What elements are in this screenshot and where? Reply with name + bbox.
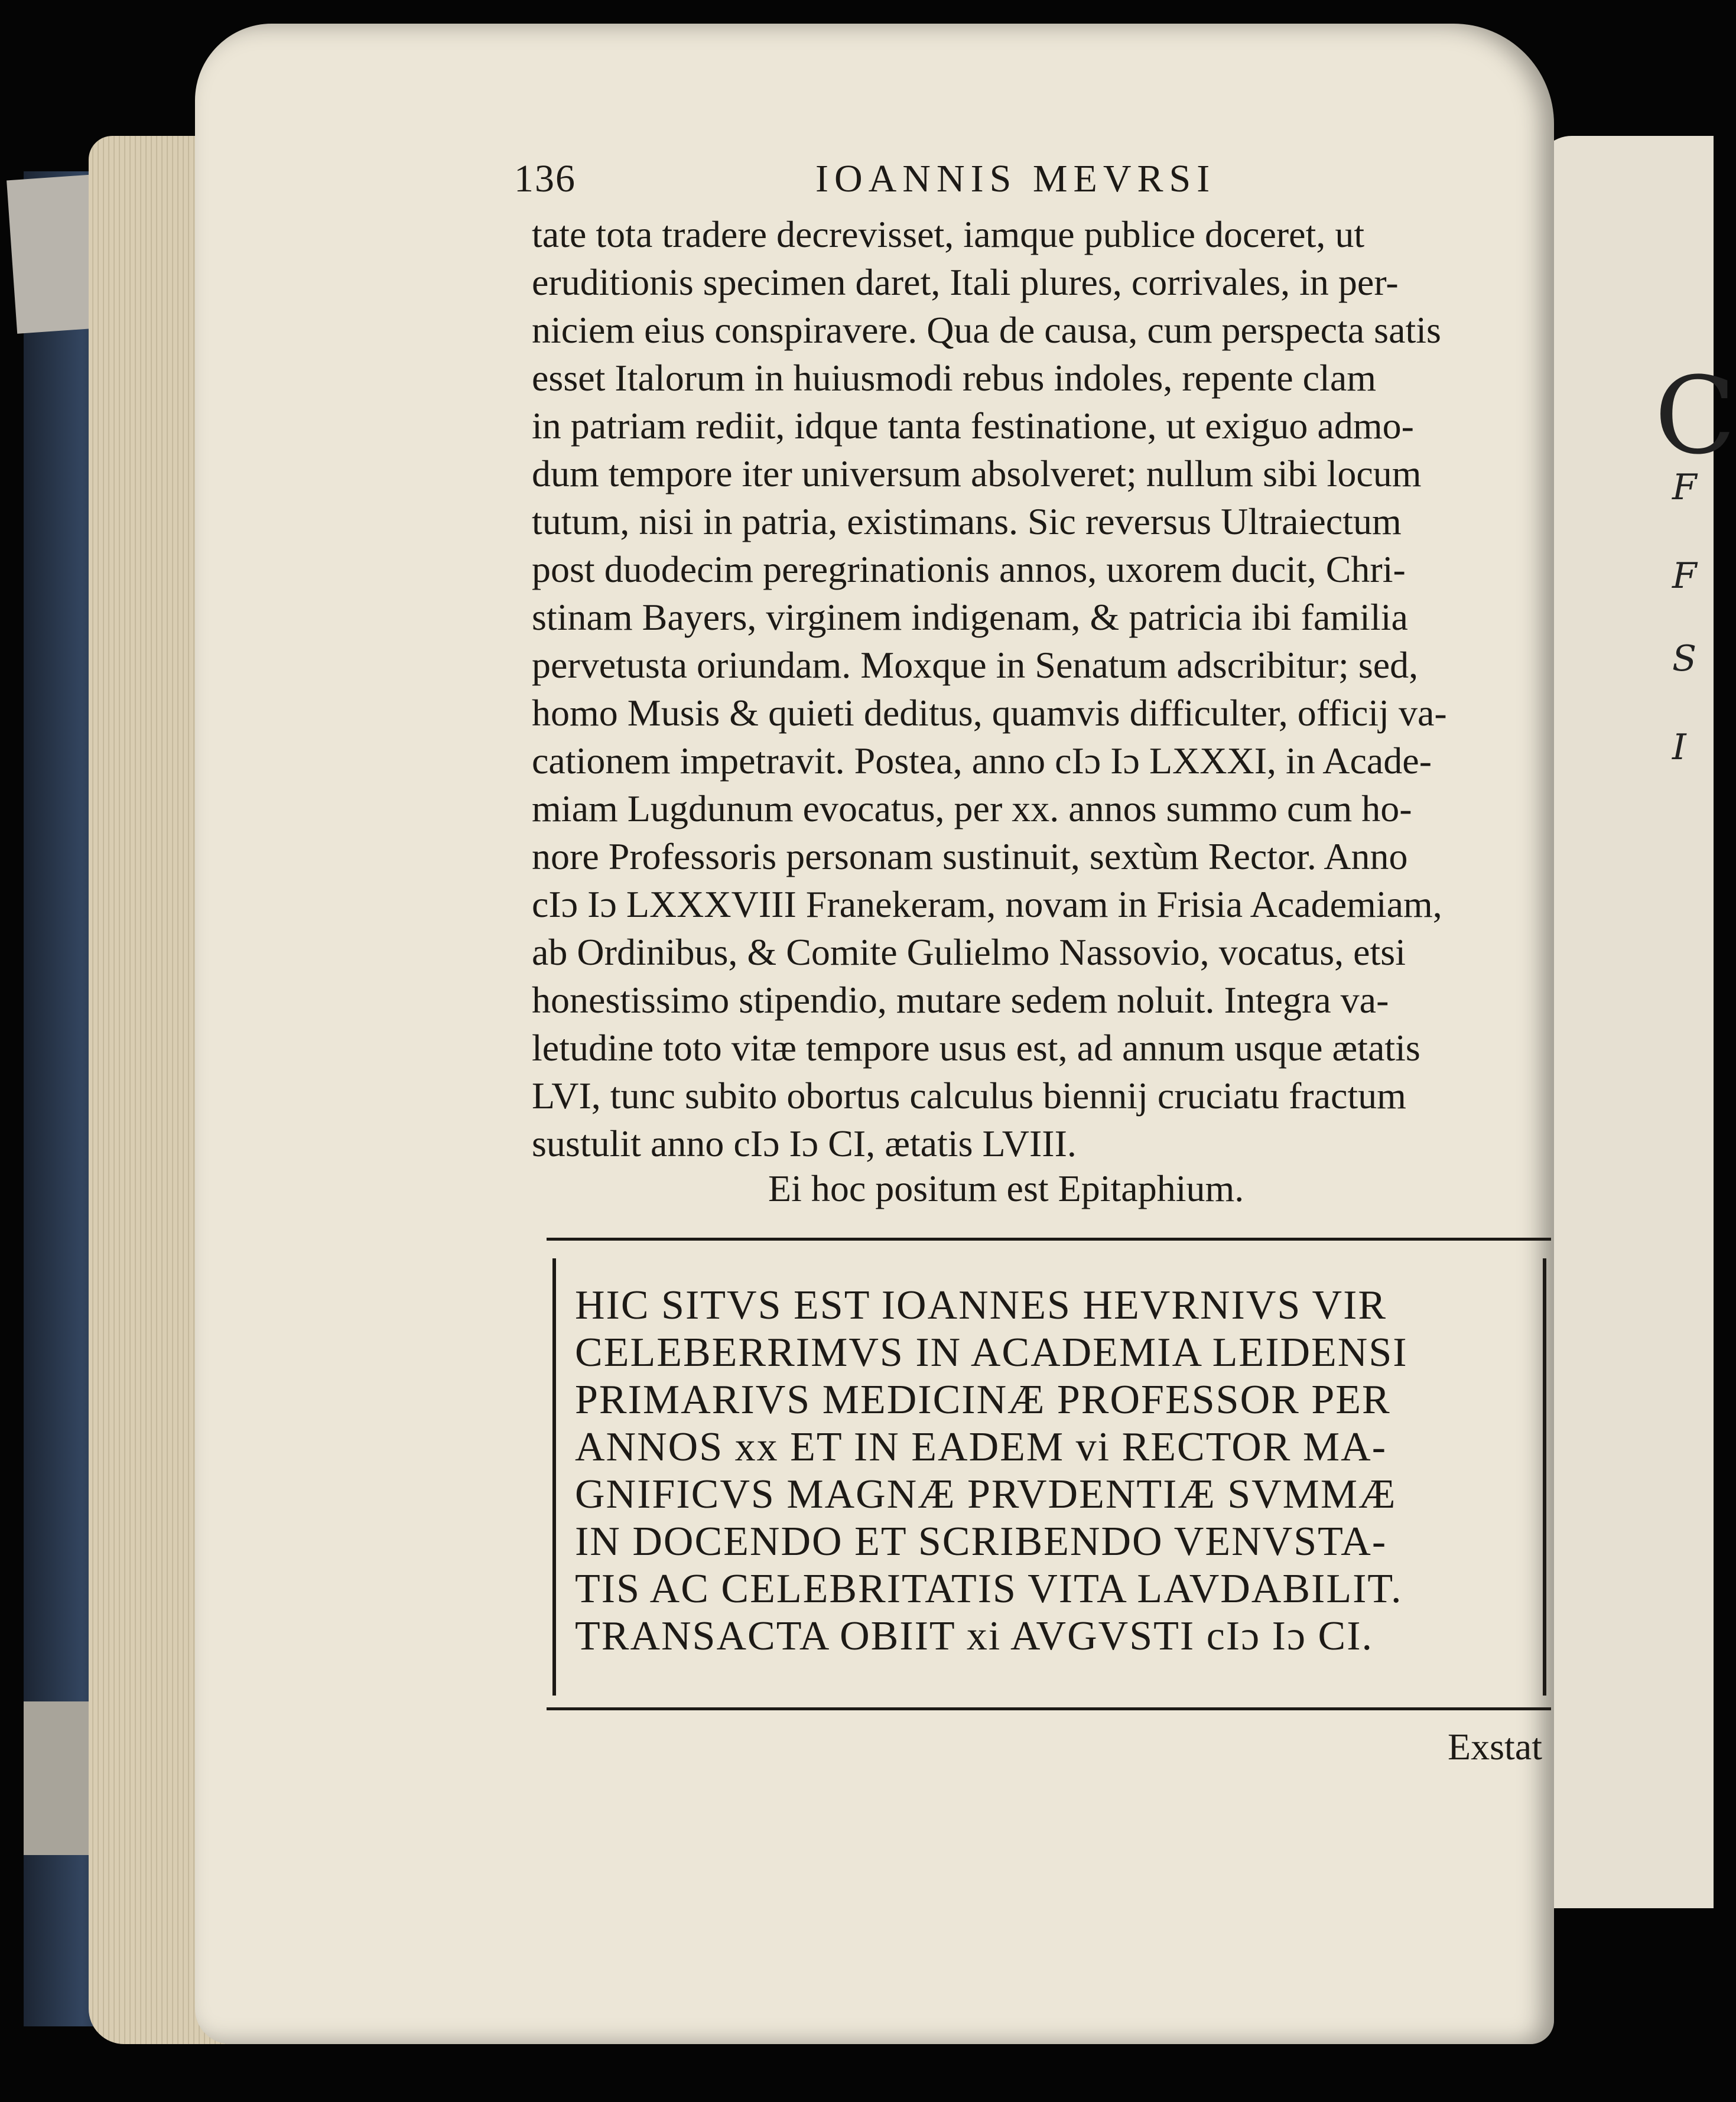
- running-head: IOANNIS MEVRSI: [815, 157, 1216, 200]
- body-line: ab Ordinibus, & Comite Gulielmo Nassovio, vocatus, etsi: [532, 931, 1406, 973]
- epitaph-intro: Ei hoc positum est Epitaphium.: [768, 1167, 1244, 1209]
- body-line: cationem impetravit. Postea, anno cIɔ Iɔ LXXXI, in Acade-: [532, 740, 1432, 782]
- body-line: honestissimo stipendio, mutare sedem noluit. Integra va-: [532, 979, 1389, 1021]
- body-line: pervetusta oriundam. Moxque in Senatum adscribitur; sed,: [532, 644, 1419, 686]
- facing-page-letter: I: [1672, 727, 1686, 768]
- body-line: tutum, nisi in patria, existimans. Sic reversus Ultraiectum: [532, 500, 1402, 542]
- body-line: stinam Bayers, virginem indigenam, & patricia ibi familia: [532, 596, 1408, 638]
- epitaph-line: PRIMARIVS MEDICINÆ PROFESSOR PER: [575, 1377, 1391, 1423]
- facing-page-letter: S: [1672, 638, 1697, 679]
- epitaph-line: TIS AC CELEBRITATIS VITA LAVDABILIT.: [575, 1566, 1403, 1612]
- body-line: miam Lugdunum evocatus, per xx. annos summo cum ho-: [532, 788, 1412, 829]
- body-line: homo Musis & quieti deditus, quamvis difficulter, officij va-: [532, 692, 1447, 734]
- body-line: post duodecim peregrinationis annos, uxorem ducit, Chri-: [532, 548, 1406, 590]
- body-line: letudine toto vitæ tempore usus est, ad annum usque ætatis: [532, 1027, 1420, 1069]
- epitaph-line: TRANSACTA OBIIT xi AVGVSTI cIɔ Iɔ CI.: [575, 1613, 1374, 1659]
- body-line: esset Italorum in huiusmodi rebus indoles, repente clam: [532, 357, 1376, 399]
- facing-page-initial: C: [1654, 354, 1736, 478]
- page-number: 136: [514, 157, 576, 200]
- rule-bottom: [547, 1707, 1551, 1710]
- facing-page-letter: F: [1672, 467, 1697, 508]
- epitaph-line: ANNOS xx ET IN EADEM vi RECTOR MA-: [575, 1424, 1387, 1470]
- epitaph-line: GNIFICVS MAGNÆ PRVDENTIÆ SVMMÆ: [575, 1472, 1397, 1517]
- rule-top: [547, 1238, 1551, 1241]
- body-line: cIɔ Iɔ LXXXVIII Franekeram, novam in Frisia Academiam,: [532, 883, 1442, 925]
- body-line: eruditionis specimen daret, Itali plures, corrivales, in per-: [532, 261, 1399, 303]
- epitaph-line: CELEBERRIMVS IN ACADEMIA LEIDENSI: [575, 1330, 1408, 1375]
- body-line: tate tota tradere decrevisset, iamque publice doceret, ut: [532, 213, 1365, 255]
- body-line: LVI, tunc subito obortus calculus biennij cruciatu fractum: [532, 1075, 1406, 1117]
- body-line: sustulit anno cIɔ Iɔ CI, ætatis LVIII.: [532, 1122, 1077, 1164]
- body-line: dum tempore iter universum absolveret; nullum sibi locum: [532, 453, 1422, 494]
- epitaph-line: IN DOCENDO ET SCRIBENDO VENVSTA-: [575, 1519, 1387, 1564]
- catchword: Exstat: [1448, 1726, 1542, 1768]
- epitaph-line: HIC SITVS EST IOANNES HEVRNIVS VIR: [575, 1283, 1387, 1328]
- facing-page-letter: F: [1672, 555, 1697, 597]
- epitaph-frame: [552, 1258, 1546, 1696]
- body-line: in patriam rediit, idque tanta festinatione, ut exiguo admo-: [532, 405, 1414, 447]
- body-line: niciem eius conspiravere. Qua de causa, cum perspecta satis: [532, 309, 1441, 351]
- body-line: nore Professoris personam sustinuit, sextùm Rector. Anno: [532, 835, 1408, 877]
